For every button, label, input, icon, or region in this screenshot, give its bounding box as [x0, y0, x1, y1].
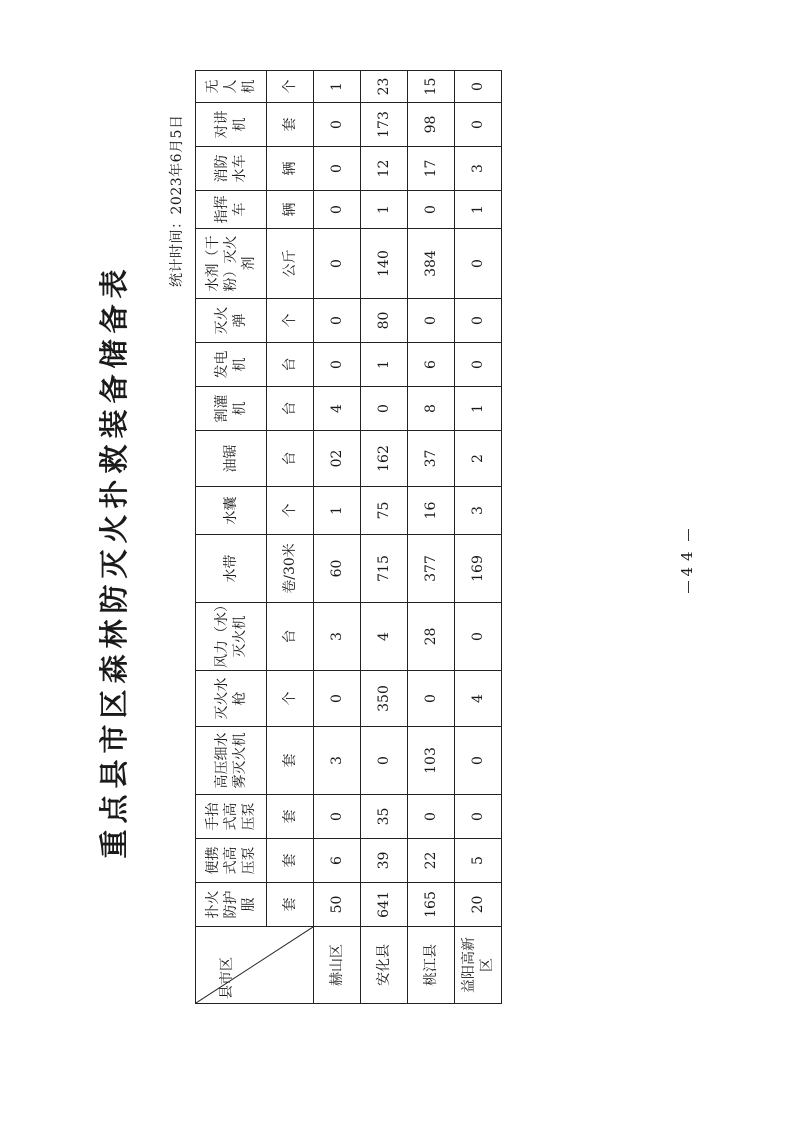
column-header-label: 指挥车 [214, 195, 248, 224]
county-cell [314, 927, 361, 1004]
value-cell: 60 [314, 535, 361, 603]
corner-cell [196, 927, 314, 1004]
column-header-label: 对讲机 [214, 110, 248, 139]
equipment-table [195, 70, 502, 1004]
value-cell: 3 [314, 727, 361, 795]
value-cell: 0 [314, 795, 361, 839]
column-header [196, 487, 267, 535]
value-cell: 0 [408, 299, 455, 343]
column-header [196, 431, 267, 487]
value-cell: 0 [408, 795, 455, 839]
value-cell: 15 [408, 71, 455, 103]
unit-cell: 公斤 [267, 229, 314, 299]
unit-cell: 套 [267, 795, 314, 839]
column-header [196, 795, 267, 839]
column-header [196, 671, 267, 727]
column-header-label: 无人机 [205, 79, 257, 94]
value-cell: 12 [361, 147, 408, 191]
column-header-label: 水囊 [223, 496, 239, 525]
column-header-label: 风力（水）灭火机 [214, 605, 248, 668]
value-cell: 4 [314, 387, 361, 431]
value-cell: 0 [314, 229, 361, 299]
value-cell: 17 [408, 147, 455, 191]
table-row [361, 71, 408, 1004]
column-header [196, 299, 267, 343]
column-header-label: 消防水车 [214, 154, 248, 183]
value-cell: 0 [455, 795, 502, 839]
value-cell: 8 [408, 387, 455, 431]
county-cell [408, 927, 455, 1004]
value-cell: 0 [408, 671, 455, 727]
column-header-label: 扑火防护服 [205, 890, 257, 919]
value-cell: 28 [408, 603, 455, 671]
unit-cell: 个 [267, 299, 314, 343]
column-header [196, 229, 267, 299]
county-name: 益阳高新区 [461, 937, 495, 993]
value-cell: 22 [408, 839, 455, 883]
column-header-label: 水剂（干粉）灭火剂 [205, 235, 257, 292]
value-cell: 3 [314, 603, 361, 671]
table-row [455, 71, 502, 1004]
page-number-text: 44 [678, 545, 696, 577]
header-row [196, 71, 267, 1004]
value-cell: 350 [361, 671, 408, 727]
unit-cell: 个 [267, 487, 314, 535]
column-header [196, 103, 267, 147]
corner-label: 县市区 [219, 957, 235, 999]
unit-cell: 辆 [267, 147, 314, 191]
value-cell: 0 [314, 299, 361, 343]
value-cell: 1 [455, 191, 502, 229]
value-cell: 6 [314, 839, 361, 883]
unit-cell: 套 [267, 839, 314, 883]
value-cell: 0 [314, 671, 361, 727]
value-cell: 1 [361, 343, 408, 387]
county-cell [361, 927, 408, 1004]
column-header-label: 高压细水雾灭火机 [214, 732, 248, 789]
column-header-label: 手抬式高压泵 [205, 802, 257, 831]
value-cell: 169 [455, 535, 502, 603]
value-cell: 0 [455, 603, 502, 671]
column-header-label: 发电机 [214, 350, 248, 379]
value-cell: 1 [314, 487, 361, 535]
value-cell: 2 [455, 431, 502, 487]
value-cell: 0 [455, 103, 502, 147]
value-cell: 20 [455, 883, 502, 927]
value-cell: 3 [455, 147, 502, 191]
value-cell: 80 [361, 299, 408, 343]
value-cell: 16 [408, 487, 455, 535]
diagonal-line [196, 927, 313, 1003]
unit-cell: 个 [267, 671, 314, 727]
stat-time: 统计时间：2023年6月5日 [169, 114, 185, 287]
table-row [314, 71, 361, 1004]
county-name: 安化县 [376, 944, 392, 986]
value-cell: 02 [314, 431, 361, 487]
value-cell: 641 [361, 883, 408, 927]
value-cell: 384 [408, 229, 455, 299]
value-cell: 23 [361, 71, 408, 103]
unit-cell: 台 [267, 603, 314, 671]
column-header [196, 343, 267, 387]
unit-cell: 套 [267, 883, 314, 927]
value-cell: 98 [408, 103, 455, 147]
table-row [408, 71, 455, 1004]
unit-cell: 套 [267, 103, 314, 147]
county-name: 桃江县 [423, 944, 439, 986]
value-cell: 75 [361, 487, 408, 535]
value-cell: 140 [361, 229, 408, 299]
value-cell: 1 [314, 71, 361, 103]
value-cell: 4 [361, 603, 408, 671]
value-cell: 5 [455, 839, 502, 883]
value-cell: 0 [314, 147, 361, 191]
column-header [196, 603, 267, 671]
value-cell: 4 [455, 671, 502, 727]
value-cell: 0 [361, 727, 408, 795]
column-header [196, 535, 267, 603]
value-cell: 165 [408, 883, 455, 927]
value-cell: 35 [361, 795, 408, 839]
value-cell: 0 [455, 727, 502, 795]
value-cell: 1 [361, 191, 408, 229]
value-cell: 0 [455, 229, 502, 299]
value-cell: 173 [361, 103, 408, 147]
value-cell: 3 [455, 487, 502, 535]
column-header [196, 147, 267, 191]
dash-left [688, 581, 689, 593]
value-cell: 103 [408, 727, 455, 795]
column-header [196, 387, 267, 431]
page-number [678, 0, 696, 1122]
value-cell: 0 [314, 343, 361, 387]
column-header [196, 727, 267, 795]
unit-cell: 台 [267, 387, 314, 431]
unit-cell: 辆 [267, 191, 314, 229]
value-cell: 0 [408, 191, 455, 229]
value-cell: 0 [455, 71, 502, 103]
column-header-label: 灭火水枪 [214, 677, 248, 720]
column-header [196, 71, 267, 103]
unit-cell: 台 [267, 431, 314, 487]
column-header [196, 839, 267, 883]
value-cell: 6 [408, 343, 455, 387]
value-cell: 37 [408, 431, 455, 487]
column-header-label: 油锯 [223, 444, 239, 473]
value-cell: 0 [455, 343, 502, 387]
value-cell: 715 [361, 535, 408, 603]
table-body [196, 71, 502, 1004]
value-cell: 0 [314, 191, 361, 229]
dash-right [688, 529, 689, 541]
column-header-label: 割灌机 [214, 394, 248, 423]
document-title: 重点县市区森林防灭火扑救装备储备表 [97, 263, 131, 859]
value-cell: 0 [314, 103, 361, 147]
value-cell: 162 [361, 431, 408, 487]
unit-cell: 台 [267, 343, 314, 387]
column-header-label: 便携式高压泵 [205, 846, 257, 875]
unit-cell: 套 [267, 727, 314, 795]
value-cell: 1 [455, 387, 502, 431]
value-cell: 0 [455, 299, 502, 343]
value-cell: 377 [408, 535, 455, 603]
unit-row [267, 71, 314, 1004]
column-header [196, 883, 267, 927]
county-name: 赫山区 [329, 944, 345, 986]
unit-cell: 个 [267, 71, 314, 103]
column-header [196, 191, 267, 229]
value-cell: 0 [361, 387, 408, 431]
value-cell: 39 [361, 839, 408, 883]
column-header-label: 水带 [223, 554, 239, 583]
value-cell: 50 [314, 883, 361, 927]
county-cell [455, 927, 502, 1004]
column-header-label: 灭火弹 [214, 306, 248, 335]
unit-cell: 卷/30米 [267, 535, 314, 603]
